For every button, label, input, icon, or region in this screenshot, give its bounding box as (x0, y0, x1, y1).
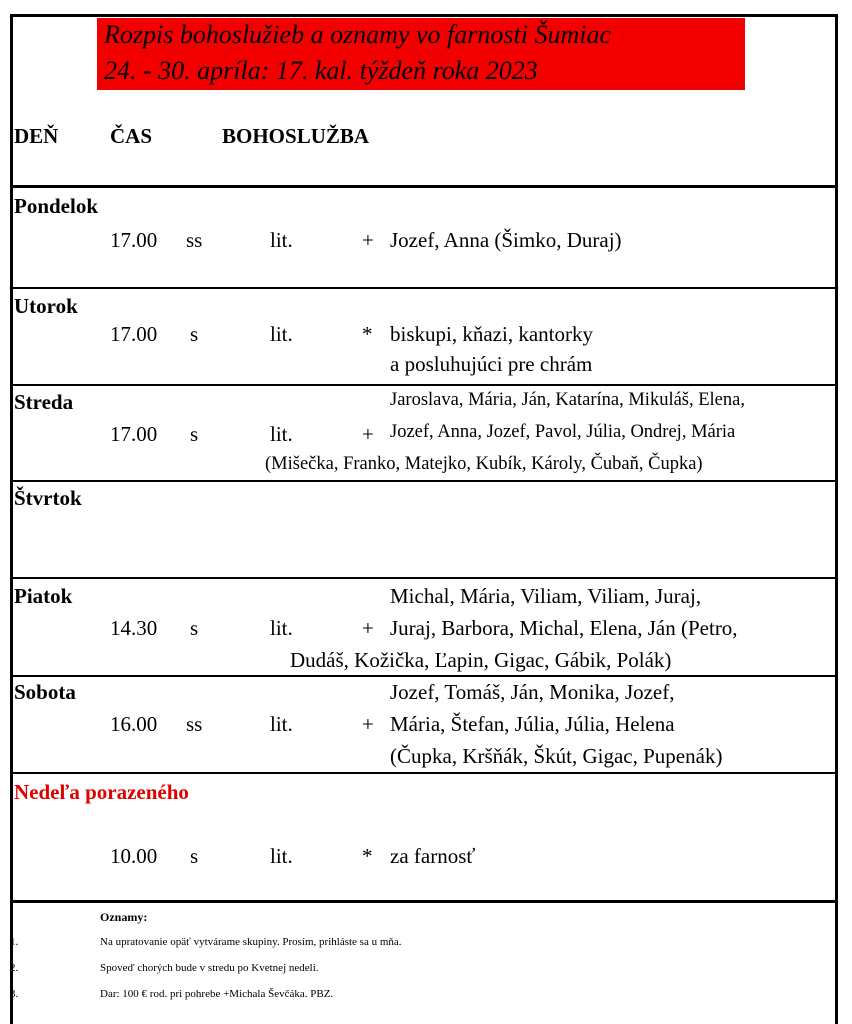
service-symbol: + (362, 422, 374, 446)
intention-line: a posluhujúci pre chrám (390, 352, 593, 376)
intention-line: (Čupka, Kršňák, Škút, Gigac, Pupenák) (390, 744, 723, 768)
header-divider (10, 185, 838, 188)
service-code: s (190, 322, 199, 346)
title-line-2: 24. - 30. apríla: 17. kal. týždeň roka 2023 (104, 56, 538, 85)
row-divider (10, 577, 838, 579)
service-symbol: * (362, 322, 373, 346)
notes-divider (10, 900, 838, 903)
service-time: 17.00 (110, 228, 158, 252)
day-name: Sobota (14, 680, 76, 704)
service-time: 16.00 (110, 712, 158, 736)
row-divider (10, 480, 838, 482)
notes-heading: Oznamy: (100, 910, 148, 924)
note-number: 1. (10, 936, 19, 948)
note-number: 3. (10, 988, 19, 1000)
service-type: lit. (270, 844, 293, 868)
service-code: ss (186, 228, 203, 252)
title-line-1: Rozpis bohoslužieb a oznamy vo farnosti Šumiac (104, 20, 611, 49)
service-type: lit. (270, 616, 293, 640)
row-divider (10, 675, 838, 677)
header-day: DEŇ (14, 124, 59, 148)
service-type: lit. (270, 322, 293, 346)
service-symbol: + (362, 228, 374, 252)
day-name: Utorok (14, 294, 78, 318)
intention-line: Mária, Štefan, Júlia, Júlia, Helena (390, 712, 675, 736)
service-time: 17.00 (110, 322, 158, 346)
intention-line: Jozef, Tomáš, Ján, Monika, Jozef, (390, 680, 675, 704)
service-type: lit. (270, 228, 293, 252)
day-name-sunday: Nedeľa porazeného (14, 780, 189, 804)
intention-line: Michal, Mária, Viliam, Viliam, Juraj, (390, 584, 702, 608)
note-text: Na upratovanie opäť vytvárame skupiny. Prosím, prihláste sa u mňa. (100, 936, 402, 948)
intention-line: (Mišečka, Franko, Matejko, Kubík, Károly, Čubaň, Čupka) (265, 454, 703, 474)
service-symbol: + (362, 712, 374, 736)
header-service: BOHOSLUŽBA (222, 124, 370, 148)
note-number: 2. (10, 962, 19, 974)
intention-line: Jozef, Anna, Jozef, Pavol, Júlia, Ondrej, Mária (390, 422, 736, 442)
note-text: Dar: 100 € rod. pri pohrebe +Michala Ševčáka. PBZ. (100, 988, 334, 1000)
row-divider (10, 772, 838, 774)
note-text: Spoveď chorých bude v stredu po Kvetnej nedeli. (100, 962, 319, 974)
day-name: Piatok (14, 584, 73, 608)
day-name: Štvrtok (14, 486, 82, 510)
row-divider (10, 287, 838, 289)
service-code: ss (186, 712, 203, 736)
row-divider (10, 384, 838, 386)
service-symbol: * (362, 844, 373, 868)
intention-line: Juraj, Barbora, Michal, Elena, Ján (Petro, (390, 616, 738, 640)
intention-line: Jaroslava, Mária, Ján, Katarína, Mikuláš, Elena, (390, 390, 745, 410)
service-time: 14.30 (110, 616, 158, 640)
service-type: lit. (270, 422, 293, 446)
service-symbol: + (362, 616, 374, 640)
service-code: s (190, 844, 199, 868)
service-time: 10.00 (110, 844, 158, 868)
service-code: s (190, 422, 199, 446)
service-type: lit. (270, 712, 293, 736)
day-name: Streda (14, 390, 74, 414)
intention-line: Jozef, Anna (Šimko, Duraj) (390, 228, 622, 252)
intention-line: biskupi, kňazi, kantorky (390, 322, 593, 346)
service-time: 17.00 (110, 422, 158, 446)
header-time: ČAS (110, 124, 153, 148)
bulletin-frame (10, 14, 838, 1024)
intention-line: za farnosť (390, 844, 476, 868)
day-name: Pondelok (14, 194, 99, 218)
service-code: s (190, 616, 199, 640)
intention-line: Dudáš, Kožička, Ľapin, Gigac, Gábik, Polák) (290, 648, 672, 672)
